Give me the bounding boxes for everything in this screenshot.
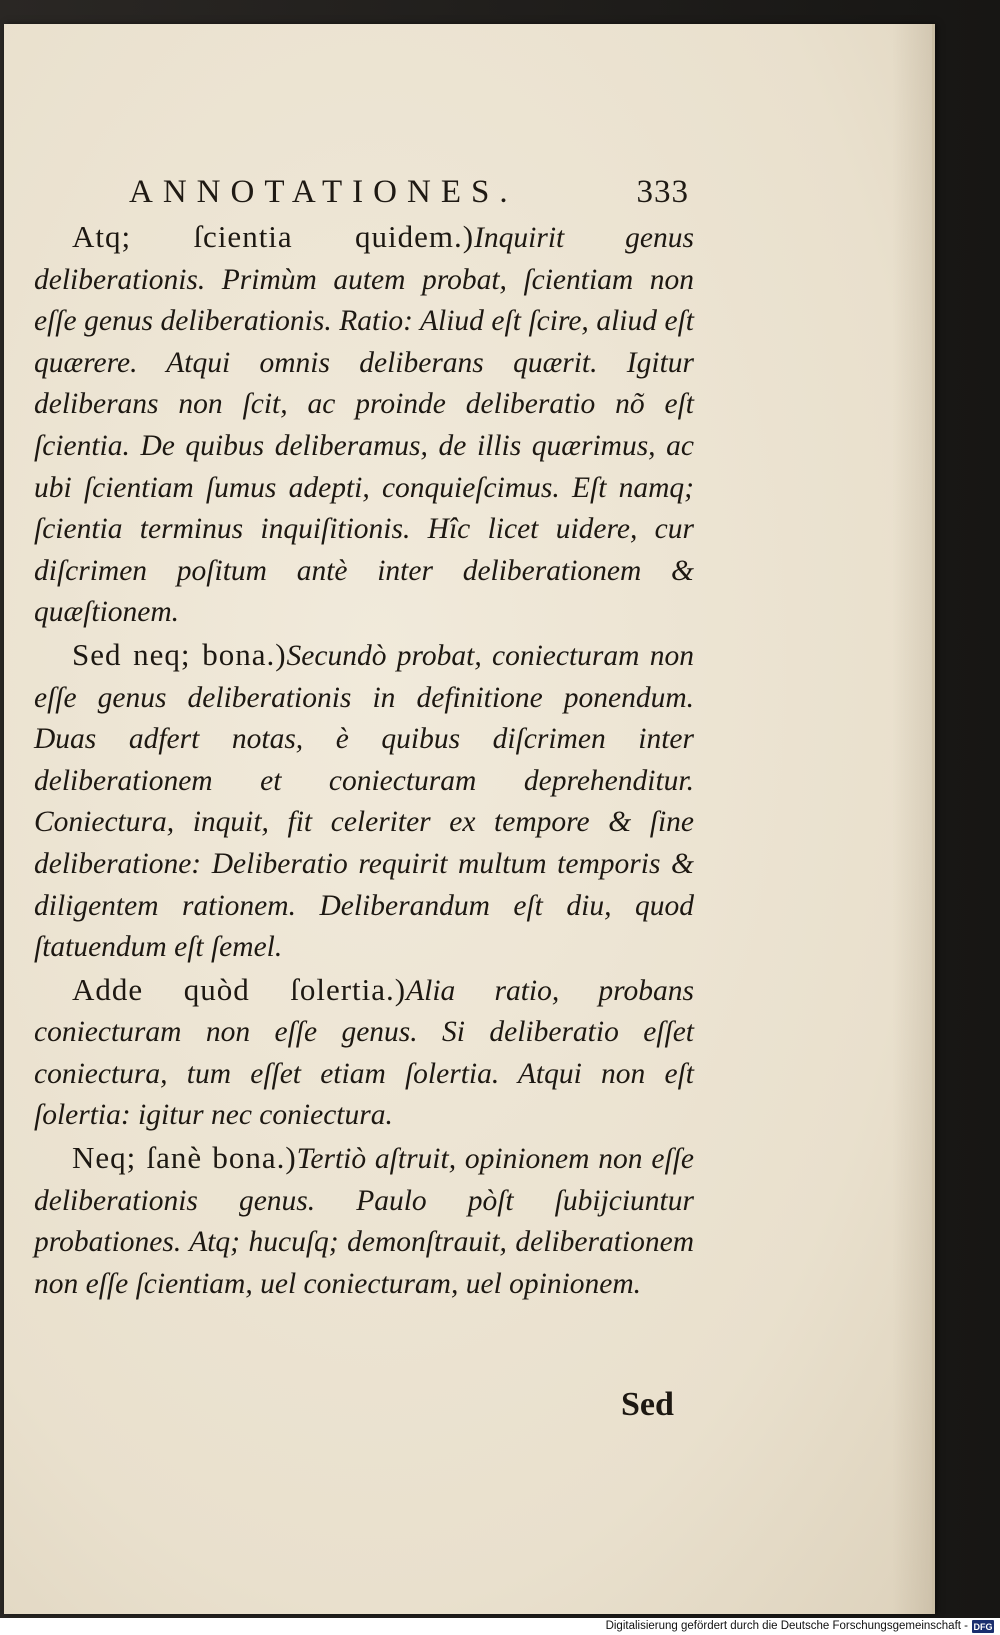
gloss-3: Alia ratio, probans coniecturam non eſſe genus. Si deliberatio eſſet coniectura, tum eſſet etiam ſolertia. Atqui non eſt ſolertia: igitur nec coniectura. bbox=[34, 974, 695, 1132]
gloss-1: Inquirit genus deliberationis. Primùm autem probat, ſcientiam non eſſe genus deliberationis. Ratio: Aliud eſt ſcire, aliud eſt quærere. Atqui omnis deliberans quærit. Igitur deliberans non ſcit, ac proinde deliberatio nõ eſt ſcientia. De quibus deliberamus, de illis quærimus, ac ubi ſcientiam ſumus adepti, conquieſcimus. Eſt namq; ſcientia terminus inquiſitionis. Hîc licet uidere, cur diſcrimen poſitum antè inter deliberationem & quæſtionem. bbox=[34, 222, 695, 629]
footer-credit: Digitalisierung gefördert durch die Deutsche Forschungsgemeinschaft - bbox=[605, 1620, 968, 1632]
paragraph-3 bbox=[34, 969, 694, 1137]
catchword: Sed bbox=[621, 1386, 674, 1423]
gloss-2: Secundò probat, coniecturam non eſſe genus deliberationis in definitione ponendum. Duas adfert notas, è quibus diſcrimen inter deliberationem et coniecturam deprehenditur. Coniectura, inquit, fit celeriter ex tempore & ſine deliberatione: Deliberatio requirit multum temporis & diligentem rationem. Deliberandum eſt diu, quod ſtatuendum eſt ſemel. bbox=[34, 639, 694, 964]
dfg-logo-icon: DFG bbox=[973, 1621, 993, 1632]
running-head bbox=[129, 174, 689, 211]
lemma-2: Sed neq; bona.) bbox=[72, 636, 287, 672]
lemma-3: Adde quòd ſolertia.) bbox=[72, 971, 407, 1007]
running-title: ANNOTATIONES. bbox=[129, 174, 518, 210]
paragraph-4 bbox=[34, 1137, 694, 1305]
lemma-4: Neq; ſanè bona.) bbox=[72, 1140, 297, 1176]
page-number: 333 bbox=[636, 174, 689, 210]
paragraph-1 bbox=[34, 216, 694, 634]
digitization-footer bbox=[0, 1618, 1000, 1635]
gloss-4: Tertiò aſtruit, opinionem non eſſe deliberationis genus. Paulo pòſt ſubijciuntur probationes. Atq; hucuſq; demonſtrauit, deliberationem non eſſe ſcientiam, uel coniecturam, uel opinionem. bbox=[34, 1143, 694, 1300]
book-page bbox=[4, 24, 935, 1614]
paragraph-2 bbox=[34, 634, 694, 969]
lemma-1: Atq; ſcientia quidem.) bbox=[72, 219, 475, 254]
commentary-text bbox=[34, 216, 694, 1305]
page-gutter-shadow bbox=[892, 24, 932, 1614]
